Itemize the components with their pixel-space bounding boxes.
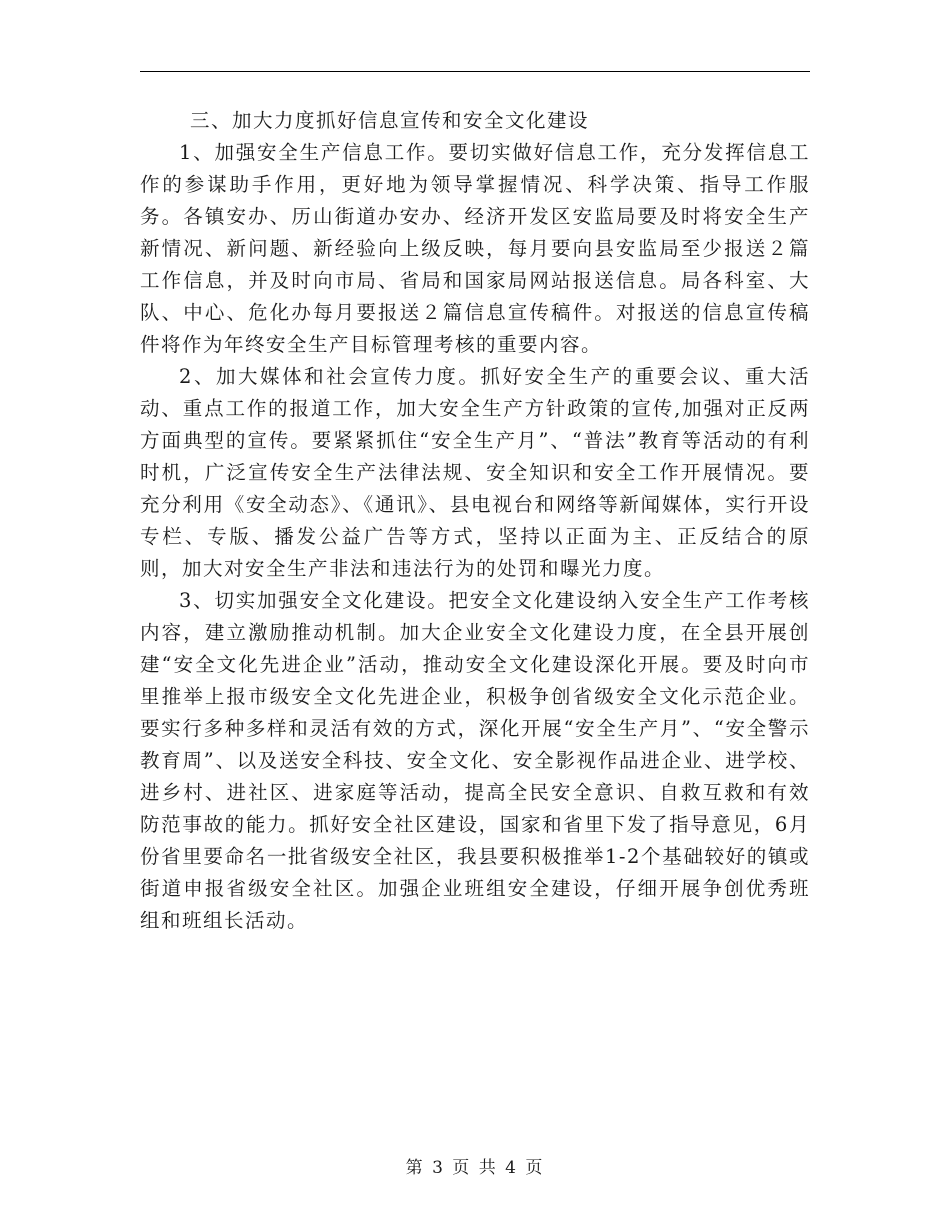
- paragraph-safety-culture: 3、切实加强安全文化建设。把安全文化建设纳入安全生产工作考核内容，建立激励推动机制。加大企业安全文化建设力度，在全县开展创建“安全文化先进企业”活动，推动安全文化建设深化开展。要及时向市里推举上报市级安全文化先进企业，积极争创省级安全文化示范企业。要实行多种多样和灵活有效的方式，深化开展“安全生产月”、“安全警示教育周”、以及送安全科技、安全文化、安全影视作品进企业、进学校、进乡村、进社区、进家庭等活动，提高全民安全意识、自救互救和有效防范事故的能力。抓好安全社区建设，国家和省里下发了指导意见，6月份省里要命名一批省级安全社区，我县要积极推举1-2个基础较好的镇或街道申报省级安全社区。加强企业班组安全建设，仔细开展争创优秀班组和班组长活动。: [140, 589, 810, 932]
- paragraph-media-publicity: 2、加大媒体和社会宣传力度。抓好安全生产的重要会议、重大活动、重点工作的报道工作，加大安全生产方针政策的宣传,加强对正反两方面典型的宣传。要紧紧抓住“安全生产月”、“普法”教育等活动的有利时机，广泛宣传安全生产法律法规、安全知识和安全工作开展情况。要充分利用《安全动态》、《通讯》、县电视台和网络等新闻媒体，实行开设专栏、专版、播发公益广告等方式，坚持以正面为主、正反结合的原则，加大对安全生产非法和违法行为的处罚和曝光力度。: [140, 365, 810, 580]
- page-number-footer: 第 3 页 共 4 页: [405, 1158, 545, 1178]
- document-body: [140, 105, 810, 937]
- header-rule: [140, 71, 810, 72]
- paragraph-info-work: 1、加强安全生产信息工作。要切实做好信息工作，充分发挥信息工作的参谋助手作用，更好地为领导掌握情况、科学决策、指导工作服务。各镇安办、历山街道办安办、经济开发区安监局要及时将安全生产新情况、新问题、新经验向上级反映，每月要向县安监局至少报送２篇工作信息，并及时向市局、省局和国家局网站报送信息。局各科室、大队、中心、危化办每月要报送２篇信息宣传稿件。对报送的信息宣传稿件将作为年终安全生产目标管理考核的重要内容。: [140, 141, 810, 356]
- section-heading: 三、加大力度抓好信息宣传和安全文化建设: [190, 109, 590, 132]
